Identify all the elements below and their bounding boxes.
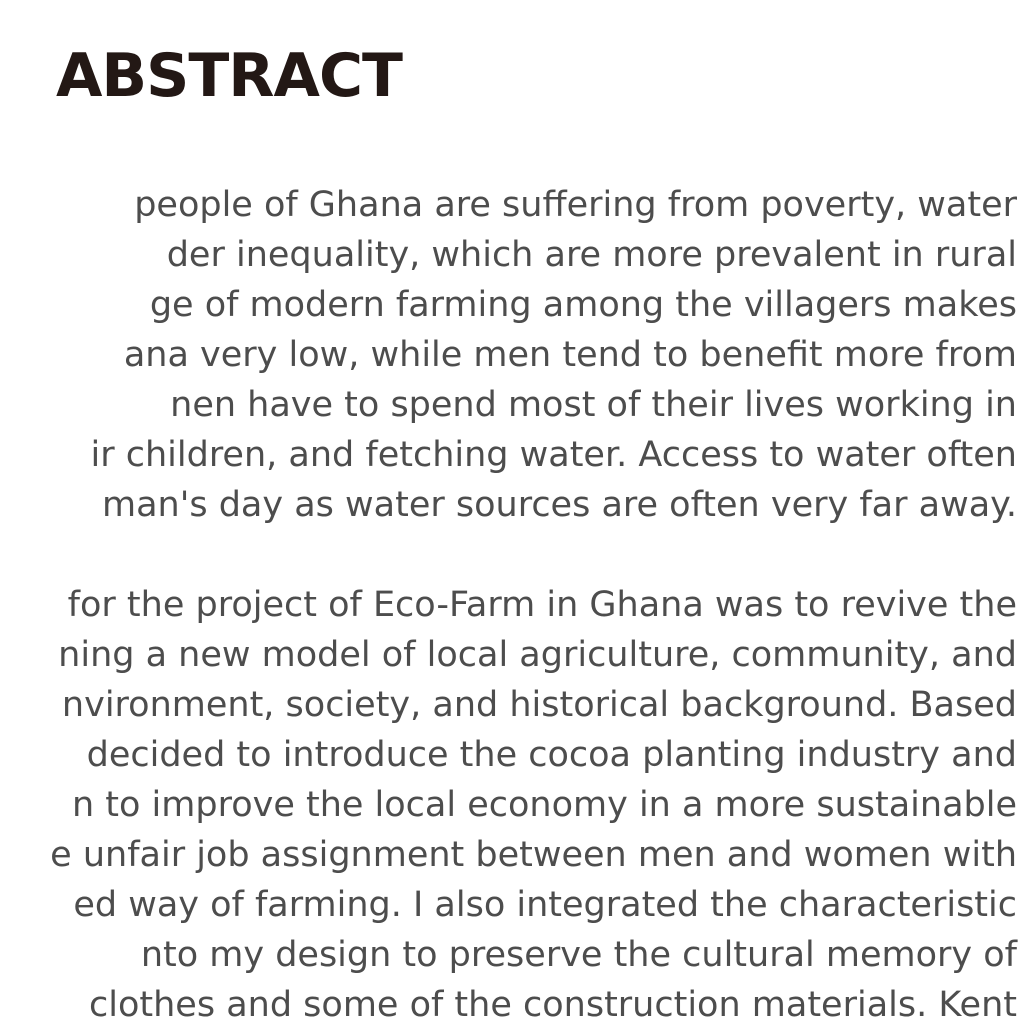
text-line: clothes and some of the construction materials. Kent (89, 985, 1017, 1025)
abstract-heading: ABSTRACT (56, 41, 402, 111)
text-line: ana very low, while men tend to benefit more from (123, 335, 1017, 375)
text-line: der inequality, which are more prevalent in rural (166, 235, 1017, 275)
text-line: ge of modern farming among the villagers makes (149, 285, 1017, 325)
text-line: ning a new model of local agriculture, community, and (58, 635, 1017, 675)
text-line: man's day as water sources are often very far away. (102, 485, 1017, 525)
text-line: nen have to spend most of their lives working in (170, 385, 1017, 425)
text-line: nvironment, society, and historical background. Based (61, 685, 1017, 725)
abstract-paragraph-1 (90, 180, 1017, 530)
abstract-paragraph-2 (50, 580, 1017, 1026)
text-line: nto my design to preserve the cultural memory of (140, 935, 1017, 975)
text-line: decided to introduce the cocoa planting industry and (86, 735, 1017, 775)
text-line: ir children, and fetching water. Access to water often (90, 435, 1017, 475)
text-line: e unfair job assignment between men and women with (50, 835, 1017, 875)
text-line: n to improve the local economy in a more sustainable (71, 785, 1017, 825)
text-line: people of Ghana are suffering from poverty, water (134, 185, 1017, 225)
text-line: for the project of Eco-Farm in Ghana was to revive the (67, 585, 1017, 625)
text-line: ed way of farming. I also integrated the characteristic (73, 885, 1017, 925)
